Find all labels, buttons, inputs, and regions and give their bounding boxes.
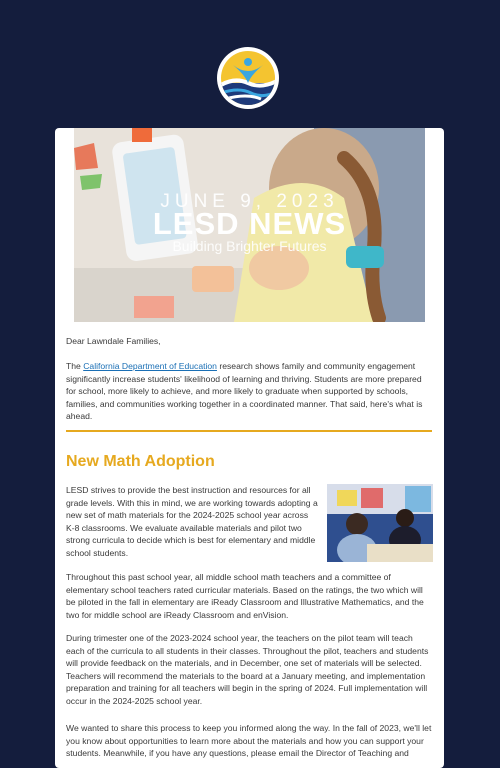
math-paragraph-1: LESD strives to provide the best instruction and resources for all grade levels. With this in mind, we are working towards adopting a new set of math materials for the 2024-2025 school year across K-8 classrooms. We evaluate available materials and pilot two strong curricula to decide which is best for elementary and middle school students.: [66, 485, 318, 558]
greeting: Dear Lawndale Families,: [66, 336, 161, 346]
hero-banner: [74, 128, 425, 322]
intro-paragraph: [66, 360, 432, 423]
intro-after-link: research shows family and community engagement significantly increase students' likelihood of learning and thriving. Students are more prepared for school, more likely to achieve, and more likely to graduate when supported by schools, families, and communities working together in a coordinated manner. That said, here's what is ahead.: [66, 361, 423, 422]
intro-before-link: The: [66, 361, 84, 371]
classroom-photo: [327, 484, 433, 562]
math-paragraph-3: During trimester one of the 2023-2024 school year, the teachers on the pilot team will teach each of the curricula to all students in their classes. Throughout the pilot, teachers and students will provide feedback on the materials, and in December, one set of materials will be selected. Teachers will recommend the materials to the board at a January meeting, and implementation preparation and training for all teachers will begin in the spring of 2024. Full implementation will occur in the 2024-2025 school year.: [66, 633, 429, 706]
hero-date: JUNE 9, 2023: [160, 191, 339, 212]
math-paragraph-4: We wanted to share this process to keep you informed along the way. In the fall of 2023, we'll let you know about opportunities to learn more about the materials and how you can support your students. Meanwhile, if you have any questions, please email the Director of Teaching and: [66, 723, 432, 759]
cde-link[interactable]: California Department of Education: [83, 361, 217, 371]
math-paragraph-2: Throughout this past school year, all middle school math teachers and a committee of elementary school teachers rated curricular materials. Based on the ratings, the two which will be piloted in the fall in elementary are iReady Classroom and Illustrative Mathematics, and the two for middle school are iReady Classroom and enVision.: [66, 572, 424, 620]
district-logo-icon: [217, 47, 279, 109]
hero-title: LESD NEWS: [152, 206, 347, 241]
newsletter-card: [55, 128, 444, 768]
hero-subtitle: Building Brighter Futures: [172, 238, 327, 254]
section-title: New Math Adoption: [66, 453, 215, 470]
classroom-photo-image: [327, 484, 433, 562]
section-divider: [66, 430, 432, 432]
district-logo: [217, 47, 279, 109]
